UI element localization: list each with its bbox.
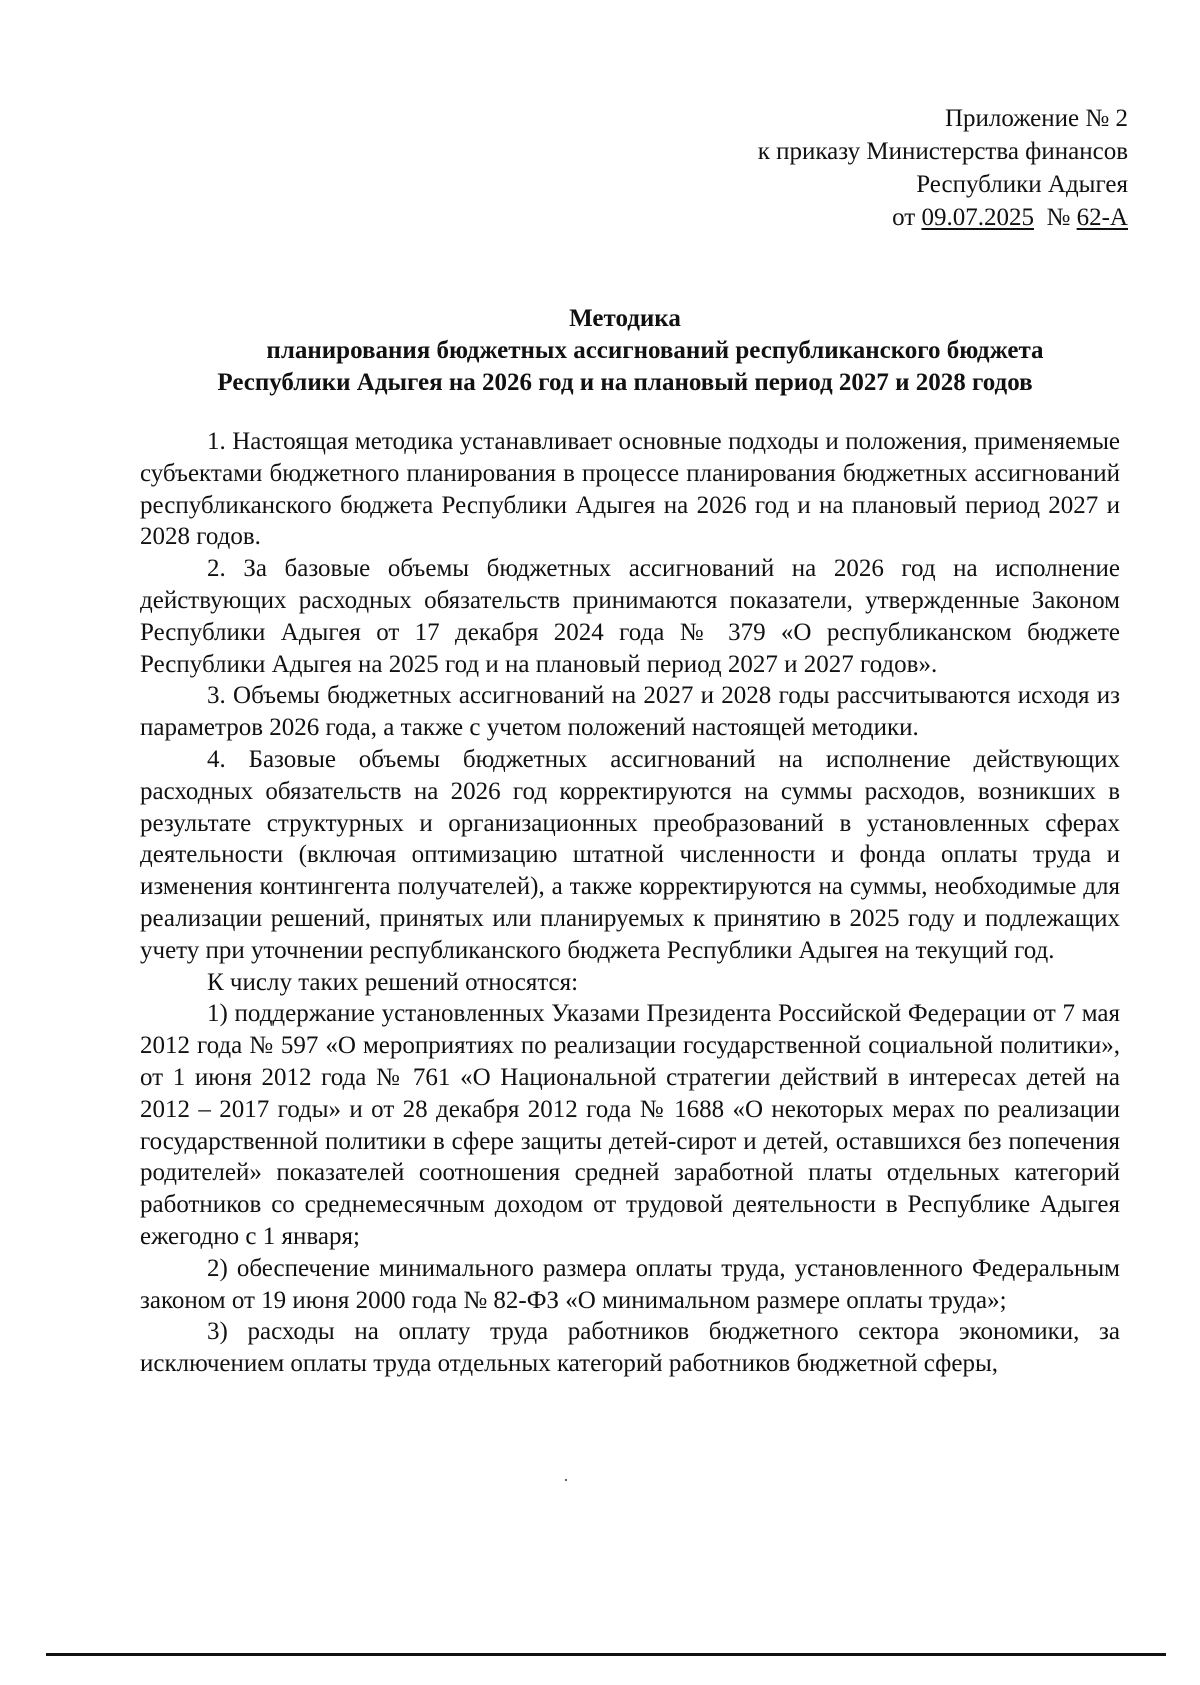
paragraph-1: 1. Настоящая методика устанавливает основные подходы и положения, применяемые субъектами бюджетного планирования в процессе планирования бюджетных ассигнований республиканского бюджета Республики Адыгея на 2026 год и на плановый период 2027 и 2028 годов. bbox=[140, 428, 1120, 551]
document-title bbox=[140, 303, 1110, 399]
appendix-region: Республики Адыгея bbox=[916, 171, 1128, 198]
list-item-2: 2) обеспечение минимального размера оплаты труда, установленного Федеральным законом от 19 июня 2000 года № 82-ФЗ «О минимальном размере оплаты труда»; bbox=[140, 1254, 1120, 1314]
appendix-order-ref: к приказу Министерства финансов bbox=[757, 138, 1128, 165]
document-body bbox=[140, 426, 1120, 1380]
paragraph-2: 2. За базовые объемы бюджетных ассигнований на 2026 год на исполнение действующих расходных обязательств принимаются показатели, утвержденные Законом Республики Адыгея от 17 декабря 2024 года № 379 «О республиканском бюджете Республики Адыгея на 2025 год и на плановый период 2027 и 2027 годов». bbox=[140, 555, 1120, 678]
appendix-header bbox=[758, 102, 1128, 234]
title-subtitle-1: планирования бюджетных ассигнований республиканского бюджета bbox=[266, 337, 1044, 364]
footer-rule bbox=[46, 1653, 1166, 1656]
list-item-3: 3) расходы на оплату труда работников бюджетного сектора экономики, за исключением оплаты труда отдельных категорий работников бюджетной сферы, bbox=[140, 1318, 1120, 1378]
order-date: 09.07.2025 bbox=[921, 204, 1034, 231]
order-number: 62-А bbox=[1076, 204, 1128, 231]
paragraph-decisions-intro: К числу таких решений относятся: bbox=[207, 968, 579, 996]
number-prefix: № bbox=[1046, 204, 1071, 231]
paragraph-4: 4. Базовые объемы бюджетных ассигнований на исполнение действующих расходных обязательств на 2026 год корректируются на суммы расходов, возникших в результате структурных и организационных преобразований в установленных сферах деятельности (включая оптимизацию штатной численности и фонда оплаты труда и изменения контингента получателей), а также корректируются на суммы, необходимые для реализации решений, принятых или планируемых к принятию в 2025 году и подлежащих учету при уточнении республиканского бюджета Республики Адыгея на текущий год. bbox=[140, 745, 1120, 964]
title-main: Методика bbox=[569, 305, 681, 332]
appendix-number: Приложение № 2 bbox=[944, 105, 1128, 132]
paragraph-3: 3. Объемы бюджетных ассигнований на 2027 и 2028 годы рассчитываются исходя из параметров 2026 года, а также с учетом положений настоящей методики. bbox=[140, 682, 1120, 742]
scan-speck bbox=[565, 1479, 567, 1481]
list-item-1: 1) поддержание установленных Указами Президента Российской Федерации от 7 мая 2012 года № 597 «О мероприятиях по реализации государственной социальной политики», от 1 июня 2012 года № 761 «О Национальной стратегии действий в интересах детей на 2012 – 2017 годы» и от 28 декабря 2012 года № 1688 «О некоторых мерах по реализации государственной политики в сфере защиты детей-сирот и детей, оставшихся без попечения родителей» показателей соотношения средней заработной платы отдельных категорий работников со среднемесячным доходом от трудовой деятельности в Республике Адыгея ежегодно с 1 января; bbox=[140, 1000, 1120, 1250]
date-prefix: от bbox=[892, 204, 916, 231]
appendix-date-number bbox=[758, 201, 1128, 234]
title-subtitle-2: Республики Адыгея на 2026 год и на плановый период 2027 и 2028 годов bbox=[217, 369, 1033, 396]
